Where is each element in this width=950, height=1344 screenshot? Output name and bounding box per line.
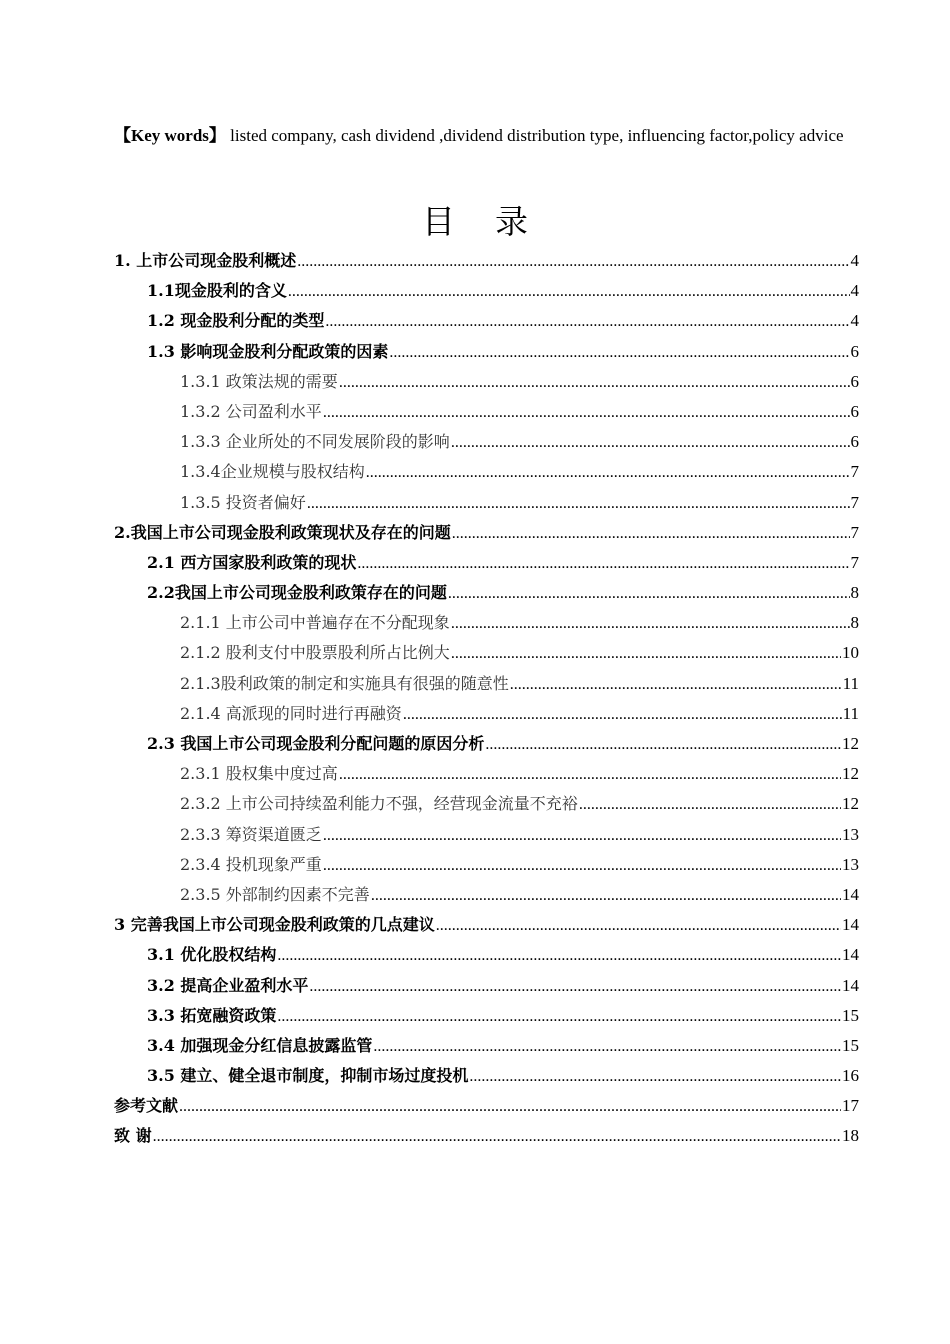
toc-entry-page: 7 [850, 552, 859, 572]
toc-entry-page: 15 [842, 1035, 859, 1055]
toc-leader [325, 307, 849, 337]
toc-entry[interactable] [114, 759, 859, 789]
toc-leader [323, 398, 850, 428]
toc-entry-title: 2.3.4 投机现象严重 [180, 854, 322, 874]
toc-entry-title: 1.3.1 政策法规的需要 [180, 371, 338, 391]
toc-entry-title: 2.我国上市公司现金股利政策现状及存在的问题 [114, 522, 451, 542]
toc-entry-title: 3.3 拓宽融资政策 [147, 1005, 277, 1025]
toc-entry-page: 16 [842, 1066, 859, 1086]
toc-entry-page: 13 [842, 824, 859, 844]
toc-leader [307, 489, 850, 519]
toc-leader [510, 670, 842, 700]
toc-leader [469, 1062, 841, 1092]
toc-leader [277, 1002, 841, 1032]
keywords-paragraph [114, 123, 859, 148]
toc-leader [309, 972, 841, 1002]
toc-entry[interactable] [114, 1091, 859, 1121]
toc-entry-page: 7 [850, 462, 859, 482]
toc-leader [371, 881, 841, 911]
toc-entry[interactable] [114, 306, 859, 336]
toc-entry-title: 1.3.2 公司盈利水平 [180, 401, 322, 421]
toc-entry-page: 7 [850, 492, 859, 512]
toc-entry-page: 10 [842, 643, 859, 663]
toc-entry-title: 2.1.4 高派现的同时进行再融资 [180, 703, 402, 723]
toc-leader [451, 609, 850, 639]
toc-entry-title: 致 谢 [114, 1126, 152, 1146]
toc-entry[interactable] [114, 729, 859, 759]
toc-leader [451, 639, 841, 669]
toc-entry-title: 3 完善我国上市公司现金股利政策的几点建议 [114, 915, 435, 935]
toc-entry-page: 4 [850, 281, 859, 301]
toc-entry-title: 2.3.2 上市公司持续盈利能力不强，经营现金流量不充裕 [180, 794, 578, 814]
toc-entry-page: 11 [842, 703, 859, 723]
toc-entry[interactable] [114, 548, 859, 578]
toc-entry-title: 2.3 我国上市公司现金股利分配问题的原因分析 [147, 734, 485, 753]
toc-entry-title: 1. 上市公司现金股利概述 [114, 251, 297, 270]
toc-entry-page: 4 [850, 251, 859, 270]
toc-entry-page: 12 [842, 794, 859, 814]
toc-entry-title: 2.1 西方国家股利政策的现状 [147, 552, 357, 572]
toc-entry-title: 2.1.2 股利支付中股票股利所占比例大 [180, 643, 450, 663]
toc-leader [297, 247, 849, 277]
toc-entry[interactable] [114, 638, 859, 668]
toc-entry-title: 2.3.3 筹资渠道匮乏 [180, 824, 322, 844]
toc-entry[interactable] [114, 971, 859, 1001]
toc-leader [288, 277, 850, 307]
toc-entry[interactable] [114, 518, 859, 548]
toc-entry-title: 1.3 影响现金股利分配政策的因素 [147, 341, 389, 361]
toc-entry-title: 3.2 提高企业盈利水平 [147, 975, 309, 995]
toc-entry-page: 14 [842, 945, 859, 965]
toc-entry-page: 6 [850, 371, 859, 391]
toc-entry-title: 2.1.3股利政策的制定和实施具有很强的随意性 [180, 673, 509, 693]
toc-entry[interactable] [114, 276, 859, 306]
toc-entry-title: 3.4 加强现金分红信息披露监管 [147, 1035, 373, 1055]
toc-entry[interactable] [114, 1061, 859, 1091]
toc-entry[interactable] [114, 608, 859, 638]
toc-leader [452, 519, 850, 549]
toc-leader [448, 579, 850, 609]
toc-entry[interactable] [114, 850, 859, 880]
toc-entry-title: 1.3.5 投资者偏好 [180, 492, 306, 512]
toc-entry-title: 参考文献 [114, 1096, 179, 1116]
toc-entry-page: 6 [850, 401, 859, 421]
toc-entry-title: 2.2我国上市公司现金股利政策存在的问题 [147, 583, 447, 603]
toc-entry[interactable] [114, 669, 859, 699]
toc-leader [323, 851, 841, 881]
toc-entry[interactable] [114, 940, 859, 970]
toc-leader [323, 821, 841, 851]
toc-entry[interactable] [114, 578, 859, 608]
toc-entry-title: 3.5 建立、健全退市制度，抑制市场过度投机 [147, 1066, 469, 1086]
toc-entry-title: 1.2 现金股利分配的类型 [147, 311, 325, 331]
toc-entry-page: 18 [842, 1126, 859, 1146]
toc-entry-page: 14 [842, 975, 859, 995]
toc-leader [579, 790, 841, 820]
toc-entry-page: 14 [842, 915, 859, 935]
toc-leader [277, 941, 841, 971]
toc-entry[interactable] [114, 1121, 859, 1151]
toc-leader [373, 1032, 841, 1062]
toc-leader [366, 458, 850, 488]
toc-entry[interactable] [114, 457, 859, 487]
toc-entry-title: 3.1 优化股权结构 [147, 945, 277, 965]
toc-entry[interactable] [114, 1001, 859, 1031]
toc-entry-title: 2.1.1 上市公司中普遍存在不分配现象 [180, 613, 450, 633]
toc-entry[interactable] [114, 246, 859, 276]
toc-entry[interactable] [114, 337, 859, 367]
toc-entry-page: 17 [842, 1096, 859, 1116]
toc-entry-page: 6 [850, 341, 859, 361]
toc-entry-title: 2.3.5 外部制约因素不完善 [180, 884, 370, 904]
toc-entry[interactable] [114, 880, 859, 910]
toc-entry[interactable] [114, 820, 859, 850]
toc-leader [389, 338, 849, 368]
toc-leader [153, 1122, 841, 1152]
toc-entry[interactable] [114, 397, 859, 427]
toc-entry-page: 11 [842, 673, 859, 693]
toc-leader [436, 911, 841, 941]
toc-entry-page: 14 [842, 884, 859, 904]
toc-leader [339, 760, 841, 790]
toc-leader [451, 428, 850, 458]
toc-leader [357, 549, 849, 579]
toc-entry[interactable] [114, 789, 859, 819]
toc-entry-title: 1.3.3 企业所处的不同发展阶段的影响 [180, 432, 450, 452]
toc-entry-page: 13 [842, 854, 859, 874]
toc-entry-page: 4 [850, 311, 859, 331]
toc-entry-title: 1.1现金股利的含义 [147, 281, 287, 301]
toc-entry-page: 7 [850, 522, 859, 542]
toc-entry[interactable] [114, 1031, 859, 1061]
toc-entry-page: 12 [842, 734, 859, 753]
toc-entry-title: 2.3.1 股权集中度过高 [180, 764, 338, 784]
toc-entry[interactable] [114, 367, 859, 397]
toc-entry-page: 8 [850, 583, 859, 603]
toc-leader [485, 730, 841, 760]
toc-entry[interactable] [114, 488, 859, 518]
toc-entry[interactable] [114, 427, 859, 457]
toc-entry-title: 1.3.4企业规模与股权结构 [180, 462, 365, 482]
toc-entry-page: 12 [842, 764, 859, 784]
toc-entry-page: 6 [850, 432, 859, 452]
toc-leader [179, 1092, 841, 1122]
keywords-text: listed company, cash dividend ,dividend distribution type, influencing factor,policy advice [230, 126, 844, 145]
toc-leader [403, 700, 842, 730]
table-of-contents [114, 246, 859, 1152]
toc-title: 目录 [422, 202, 568, 241]
toc-entry[interactable] [114, 910, 859, 940]
toc-entry[interactable] [114, 699, 859, 729]
toc-entry-page: 15 [842, 1005, 859, 1025]
toc-leader [339, 368, 850, 398]
keywords-label: 【Key words】 [114, 126, 226, 145]
toc-entry-page: 8 [850, 613, 859, 633]
